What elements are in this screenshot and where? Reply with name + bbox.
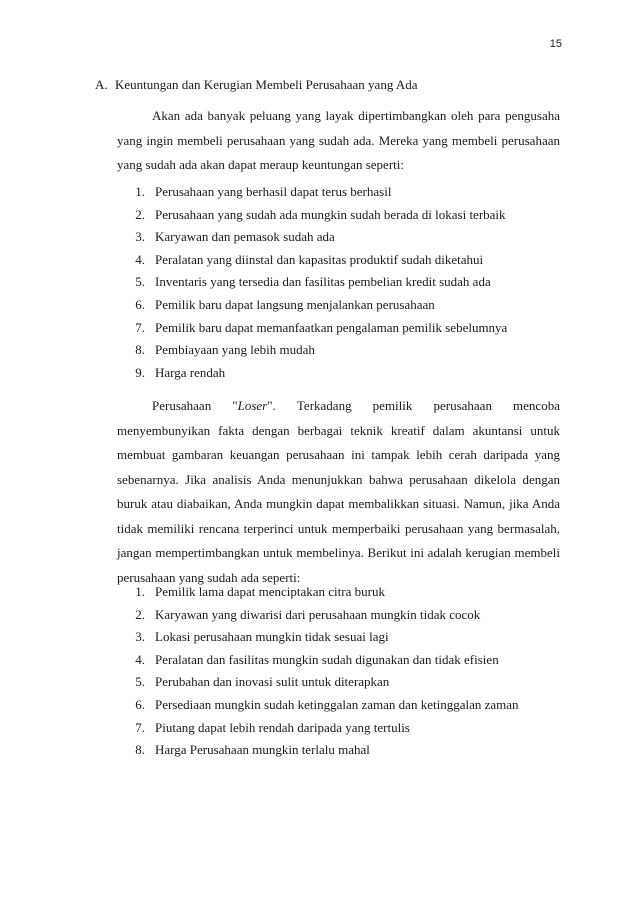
loser-paragraph-body: menyembunyikan fakta dengan berbagai teknik kreatif dalam akuntansi untuk membuat gambaran keuangan perusahaan ini tampak lebih cerah daripada yang sebenarnya. Jika analisis Anda menunjukkan bahwa perusahaan dikelola dengan buruk atau diabaikan, Anda mungkin dapat membalikkan situasi. Namun, jika Anda tidak memiliki rencana terperinci untuk memperbaiki perusahaan yang bermasalah, jangan mempertimbangkan untuk membelinya. Berikut ini adalah kerugian membeli perusahaan yang sudah ada seperti: <box>117 422 560 585</box>
list-item: 6. Pemilik baru dapat langsung menjalankan perusahaan <box>135 296 435 312</box>
section-heading <box>95 77 418 93</box>
list-item: 4. Peralatan dan fasilitas mungkin sudah digunakan dan tidak efisien <box>135 651 499 667</box>
section-letter: A. <box>95 77 108 92</box>
list-item: 3. Karyawan dan pemasok sudah ada <box>135 229 335 245</box>
list-item: 7. Piutang dapat lebih rendah daripada yang tertulis <box>135 719 410 735</box>
list-item: 8. Harga Perusahaan mungkin terlalu mahal <box>135 742 370 758</box>
disadvantages-list <box>117 581 560 762</box>
intro-paragraph: Akan ada banyak peluang yang layak dipertimbangkan oleh para pengusaha yang ingin membeli perusahaan yang sudah ada. Mereka yang membeli perusahaan yang sudah ada akan dapat meraup keuntungan seperti: <box>117 108 560 172</box>
list-item: 5. Perubahan dan inovasi sulit untuk diterapkan <box>135 674 390 690</box>
loser-paragraph <box>117 394 560 590</box>
list-item: 9. Harga rendah <box>135 364 226 380</box>
list-item: 7. Pemilik baru dapat memanfaatkan pengalaman pemilik sebelumnya <box>135 319 508 335</box>
list-item: 3. Lokasi perusahaan mungkin tidak sesuai lagi <box>135 629 389 645</box>
list-item: 6. Persediaan mungkin sudah ketinggalan zaman dan ketinggalan zaman <box>135 696 519 712</box>
list-item: 2. Karyawan yang diwarisi dari perusahaan mungkin tidak cocok <box>135 606 481 622</box>
list-item: 5. Inventaris yang tersedia dan fasilitas pembelian kredit sudah ada <box>135 274 491 290</box>
loser-term: "Loser". <box>232 398 276 413</box>
list-item: 1. Perusahaan yang berhasil dapat terus berhasil <box>135 184 392 199</box>
list-item: 1. Pemilik lama dapat menciptakan citra buruk <box>135 584 385 599</box>
advantages-list <box>117 181 560 384</box>
page-number: 15 <box>549 38 562 50</box>
list-item: 4. Peralatan yang diinstal dan kapasitas produktif sudah diketahui <box>135 251 484 267</box>
list-item: 8. Pembiayaan yang lebih mudah <box>135 342 315 358</box>
loser-paragraph-first-line: Perusahaan "Loser". Terkadang pemilik perusahaan mencoba <box>117 394 560 419</box>
list-item: 2. Perusahaan yang sudah ada mungkin sudah berada di lokasi terbaik <box>135 206 506 222</box>
section-title: Keuntungan dan Kerugian Membeli Perusahaan yang Ada <box>115 77 418 92</box>
